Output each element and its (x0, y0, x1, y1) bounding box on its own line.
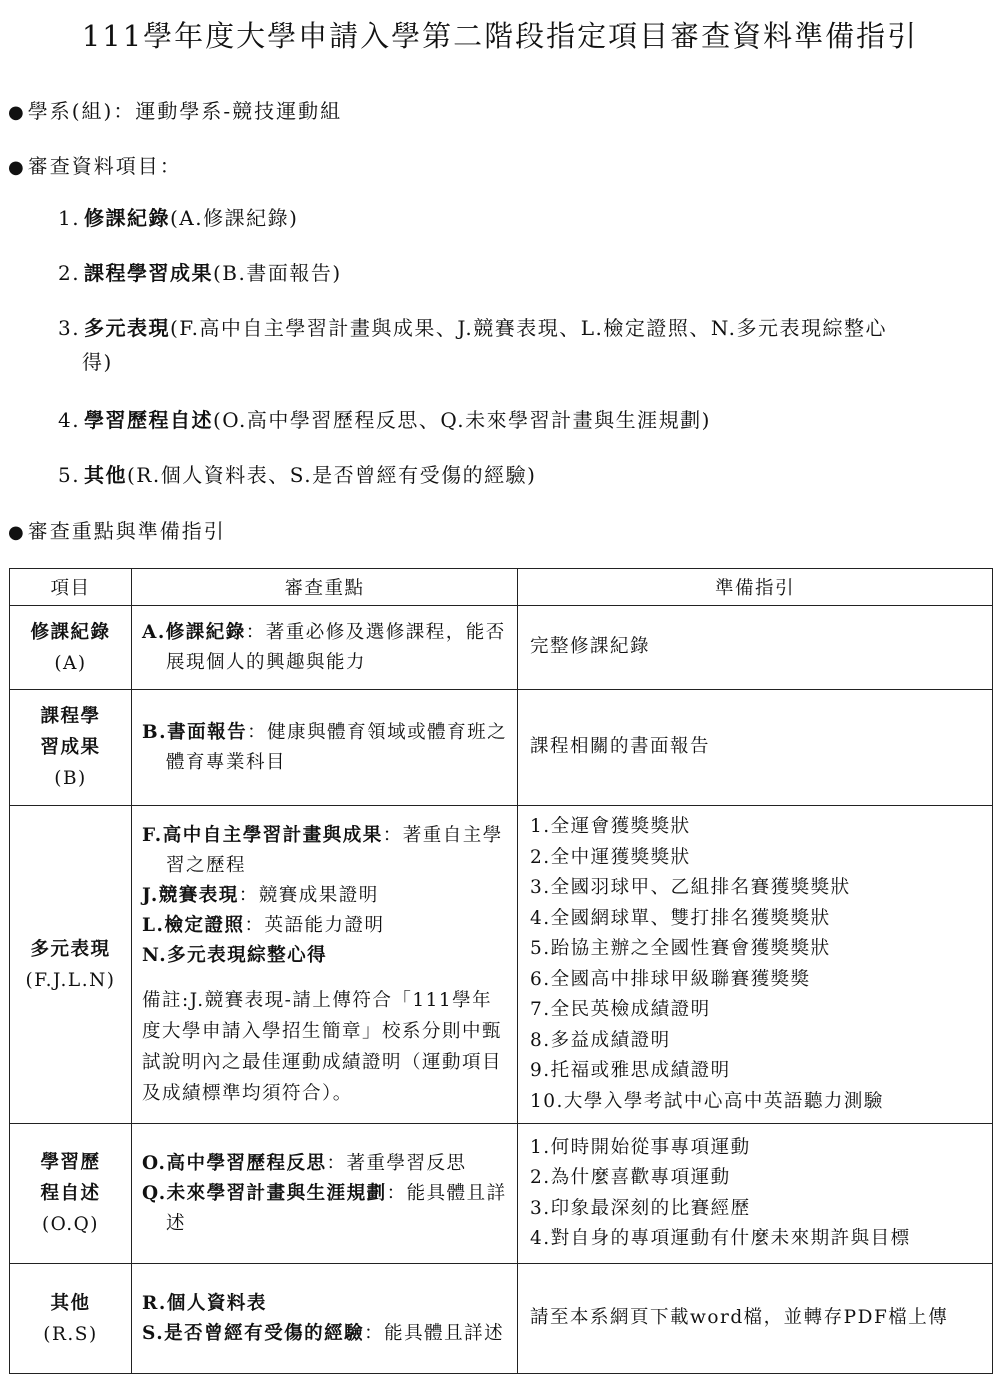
row-item-cell (10, 806, 132, 1124)
list-item-name: 多元表現 (84, 316, 170, 340)
focus-key: R.個人資料表 (142, 1292, 267, 1314)
focus-text: ：著重學習反思 (326, 1152, 467, 1174)
guide-heading (8, 515, 226, 544)
focus-entry (142, 618, 509, 678)
list-item-name: 學習歷程自述 (84, 408, 213, 432)
item-label: 修課紀錄 (30, 621, 111, 643)
document-title: 111學年度大學申請入學第二階段指定項目審查資料準備指引 (81, 19, 919, 53)
guide-entry: 10.大學入學考試中心高中英語聽力測驗 (530, 1090, 884, 1112)
guide-entry: 8.多益成績證明 (530, 1029, 671, 1051)
focus-text: ：能具體且詳述 (364, 1322, 505, 1344)
table-row (10, 1124, 993, 1264)
table-row (10, 806, 993, 1124)
focus-key: L.檢定證照 (142, 914, 245, 936)
header-focus: 審查重點 (132, 569, 518, 606)
bullet-dot-icon: ● (8, 157, 26, 178)
guide-entry: 6.全國高中排球甲級聯賽獲獎獎 (530, 968, 811, 990)
row-guide-cell (518, 606, 993, 690)
list-number: 4. (58, 408, 81, 432)
guide-entry: 請至本系網頁下載word檔，並轉存PDF檔上傳 (530, 1307, 949, 1329)
guide-entry: 1.全運會獲獎獎狀 (530, 816, 691, 837)
guide-entry: 4.全國網球單、雙打排名獲獎獎狀 (530, 907, 831, 929)
list-item-name: 課程學習成果 (84, 261, 213, 285)
department-line (8, 95, 342, 124)
focus-entry (142, 1319, 509, 1349)
list-item (58, 256, 993, 290)
guide-heading-text: 審查重點與準備指引 (27, 519, 226, 543)
row-item-cell (10, 1124, 132, 1264)
list-number: 1. (58, 206, 81, 230)
bullet-dot-icon: ● (8, 102, 26, 123)
items-heading (8, 150, 182, 179)
focus-entry (142, 881, 509, 911)
focus-key: A.修課紀錄 (142, 621, 246, 643)
focus-entry (142, 821, 509, 881)
list-item (58, 403, 993, 437)
guide-entry: 課程相關的書面報告 (530, 736, 711, 758)
list-item-detail: (F.高中自主學習計畫與成果、J.競賽表現、L.檢定證照、N.多元表現綜整心 (170, 316, 887, 340)
list-number: 5. (58, 463, 81, 487)
table-row (10, 1264, 993, 1374)
item-label: 學習歷 (40, 1152, 101, 1173)
list-item (58, 311, 993, 379)
guide-entry: 1.何時開始從事專項運動 (530, 1136, 751, 1158)
row-guide-cell (518, 690, 993, 806)
list-item-detail: (A.修課紀錄) (170, 206, 299, 230)
item-label: 多元表現 (30, 938, 111, 960)
row-focus-cell (132, 690, 518, 806)
table-header-row (10, 569, 993, 606)
row-item-cell (10, 1264, 132, 1374)
guide-entry: 9.托福或雅思成績證明 (530, 1060, 731, 1081)
row-guide-cell (518, 1124, 993, 1264)
list-item (58, 458, 993, 492)
review-guide-table (9, 568, 993, 1374)
focus-text: ：英語能力證明 (244, 914, 385, 936)
focus-entry (142, 1179, 509, 1239)
list-item (58, 201, 993, 235)
focus-entry (142, 1289, 509, 1319)
list-item-continuation: 得) (82, 350, 113, 374)
list-item-detail: (B.書面報告) (213, 261, 342, 285)
row-focus-cell (132, 806, 518, 1124)
department-text: 學系(組)：運動學系-競技運動組 (27, 99, 343, 123)
guide-entry: 3.全國羽球甲、乙組排名賽獲獎獎狀 (530, 877, 851, 898)
focus-entry (142, 1149, 509, 1179)
guide-entry: 4.對自身的專項運動有什麼未來期許與目標 (530, 1228, 911, 1249)
focus-key: Q.未來學習計畫與生涯規劃 (142, 1182, 387, 1204)
list-number: 2. (58, 261, 81, 285)
item-label: 其他 (50, 1292, 91, 1314)
list-item-detail: (O.高中學習歷程反思、Q.未來學習計畫與生涯規劃) (213, 408, 711, 432)
row-focus-cell (132, 606, 518, 690)
guide-entry: 完整修課紀錄 (530, 636, 651, 658)
header-guide: 準備指引 (518, 569, 993, 606)
guide-entry: 3.印象最深刻的比賽經歷 (530, 1197, 751, 1219)
guide-entry: 7.全民英檢成績證明 (530, 999, 711, 1020)
guide-entry: 2.為什麼喜歡專項運動 (530, 1167, 731, 1188)
focus-key: F.高中自主學習計畫與成果 (142, 824, 383, 846)
table-row (10, 690, 993, 806)
list-item-detail: (R.個人資料表、S.是否曾經有受傷的經驗) (127, 463, 537, 487)
focus-key: B.書面報告 (142, 721, 248, 743)
item-code: (A) (54, 652, 87, 674)
item-label: 程自述 (40, 1183, 101, 1204)
guide-entry: 2.全中運獲獎獎狀 (530, 846, 691, 868)
focus-text: ：健康與體育領域或體育班之體育專業科目 (166, 721, 508, 773)
item-code: (F.J.L.N) (25, 969, 116, 991)
focus-entry (142, 718, 509, 778)
row-item-cell (10, 606, 132, 690)
row-item-cell (10, 690, 132, 806)
focus-entry (142, 911, 509, 941)
focus-key: J.競賽表現 (142, 884, 239, 906)
row-focus-cell (132, 1124, 518, 1264)
list-item-name: 修課紀錄 (84, 206, 170, 230)
item-code: (O.Q) (41, 1214, 100, 1235)
bullet-dot-icon: ● (8, 522, 26, 543)
item-label: 習成果 (40, 737, 101, 758)
items-heading-text: 審查資料項目： (27, 154, 182, 178)
header-item: 項目 (10, 569, 132, 606)
list-item-name: 其他 (84, 463, 127, 487)
focus-key: O.高中學習歷程反思 (142, 1152, 327, 1174)
focus-key: S.是否曾經有受傷的經驗 (142, 1322, 365, 1344)
row-guide-cell (518, 806, 993, 1124)
focus-note: 備註:J.競賽表現-請上傳符合「111學年度大學申請入學招生簡章」校系分則中甄試說明內之最佳運動成績證明（運動項目及成績標準均須符合）。 (142, 989, 503, 1104)
focus-text: ：著重必修及選修課程，能否展現個人的興趣與能力 (166, 621, 506, 673)
focus-text: ：能具體且詳述 (166, 1182, 507, 1234)
item-label: 課程學 (40, 706, 101, 727)
item-code: (B) (54, 768, 87, 789)
focus-key: N.多元表現綜整心得 (142, 944, 328, 966)
focus-text: ：競賽成果證明 (238, 884, 379, 906)
list-number: 3. (58, 316, 81, 340)
focus-entry (142, 941, 509, 971)
row-guide-cell (518, 1264, 993, 1374)
table-row (10, 606, 993, 690)
item-code: (R.S) (43, 1323, 98, 1345)
focus-text: ：著重自主學習之歷程 (166, 824, 503, 876)
row-focus-cell (132, 1264, 518, 1374)
guide-entry: 5.跆協主辦之全國性賽會獲獎獎狀 (530, 938, 831, 959)
